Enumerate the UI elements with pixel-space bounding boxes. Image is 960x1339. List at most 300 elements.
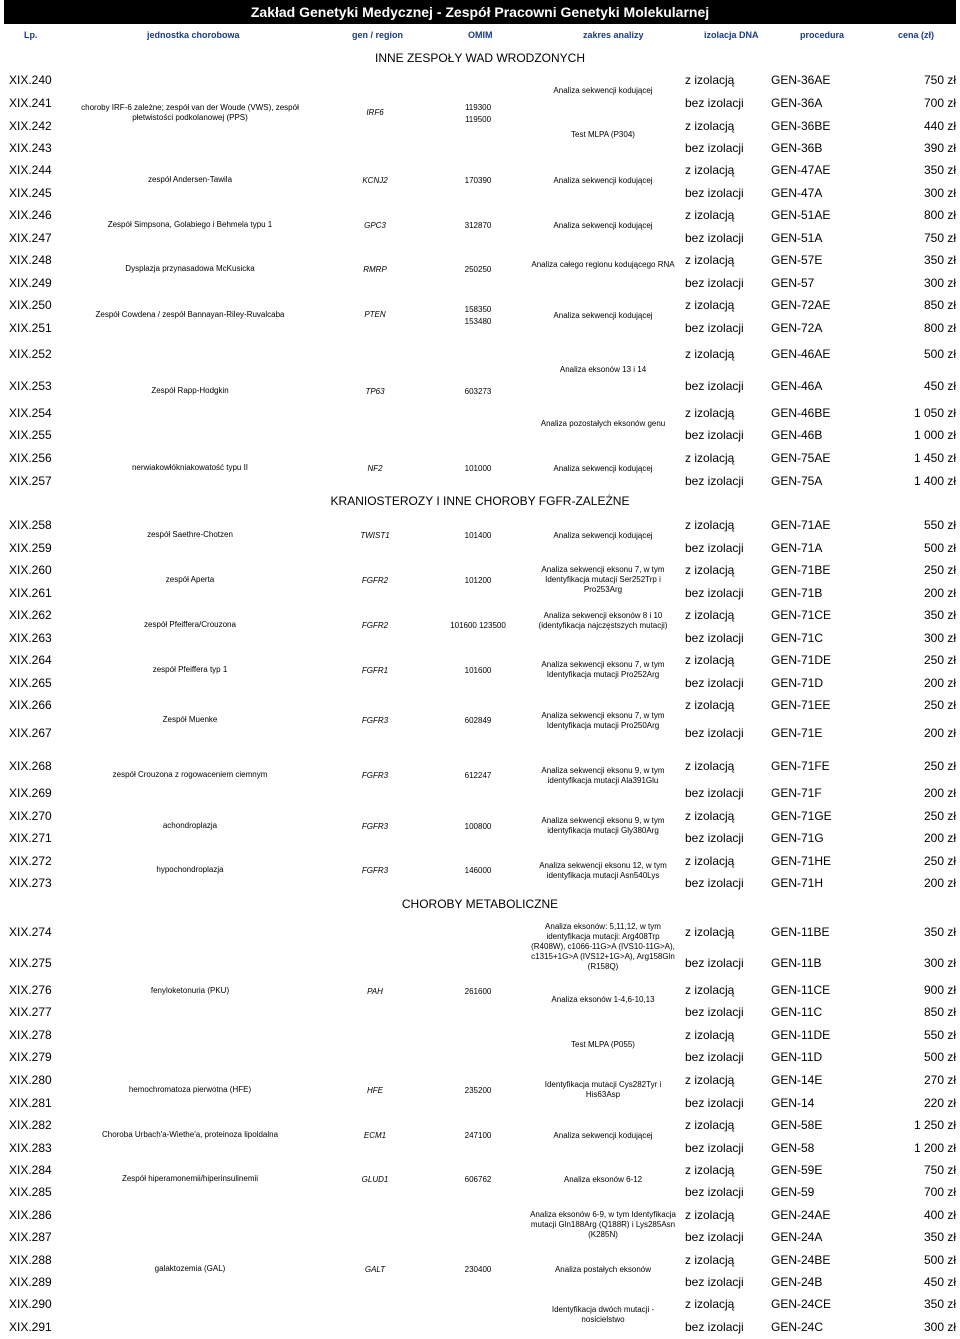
price: 200 zł bbox=[923, 676, 956, 690]
row-number: XIX.241 bbox=[9, 96, 52, 110]
gene-name: RMRP bbox=[363, 265, 387, 274]
omim-number: 119500 bbox=[464, 115, 492, 124]
row-number: XIX.264 bbox=[9, 653, 52, 667]
row-number: XIX.283 bbox=[9, 1141, 52, 1155]
header-omim: OMIM bbox=[468, 30, 493, 40]
analysis-scope: Test MLPA (P304) bbox=[571, 130, 635, 139]
price: 1 450 zł bbox=[913, 451, 956, 465]
gene-name: FGFR3 bbox=[361, 866, 389, 875]
dna-isolation: z izolacją bbox=[685, 451, 735, 465]
price: 300 zł bbox=[923, 1320, 956, 1334]
price: 300 zł bbox=[923, 631, 956, 645]
dna-isolation: z izolacją bbox=[685, 608, 735, 622]
analysis-scope: Identyfikacja mutacji Cys282Tyr i His63Asp bbox=[544, 1080, 662, 1099]
procedure-code: GEN-71C bbox=[771, 631, 824, 645]
row-number: XIX.260 bbox=[9, 563, 52, 577]
header-procedure: procedura bbox=[800, 30, 845, 40]
dna-isolation: z izolacją bbox=[685, 809, 735, 823]
row-number: XIX.247 bbox=[9, 231, 52, 245]
disease-name: choroby IRF-6 zależne; zespół van der Woude (VWS), zespół płetwistości podkolanowej (PPS) bbox=[81, 103, 299, 122]
analysis-scope: Analiza pozostałych eksonów genu bbox=[540, 419, 666, 428]
dna-isolation: bez izolacji bbox=[685, 726, 744, 740]
dna-isolation: bez izolacji bbox=[685, 1050, 744, 1064]
price: 300 zł bbox=[923, 186, 956, 200]
omim-number: 250250 bbox=[464, 265, 492, 274]
dna-isolation: z izolacją bbox=[685, 119, 735, 133]
price: 450 zł bbox=[923, 379, 956, 393]
dna-isolation: z izolacją bbox=[685, 759, 735, 773]
row-number: XIX.289 bbox=[9, 1275, 52, 1289]
row-number: XIX.278 bbox=[9, 1028, 52, 1042]
procedure-code: GEN-71E bbox=[771, 726, 823, 740]
dna-isolation: z izolacją bbox=[685, 1163, 735, 1177]
disease-name: Zespół Muenke bbox=[162, 715, 218, 724]
header-price: cena (zł) bbox=[898, 30, 935, 40]
price: 500 zł bbox=[923, 541, 956, 555]
procedure-code: GEN-71F bbox=[771, 786, 822, 800]
header-unit: jednostka chorobowa bbox=[147, 30, 240, 40]
header-lp: Lp. bbox=[24, 30, 38, 40]
procedure-code: GEN-46B bbox=[771, 428, 823, 442]
dna-isolation: z izolacją bbox=[685, 298, 735, 312]
disease-name: galaktozemia (GAL) bbox=[154, 1264, 226, 1273]
gene-name: GLUD1 bbox=[361, 1175, 389, 1184]
price: 900 zł bbox=[923, 983, 956, 997]
analysis-scope: Analiza eksonów 13 i 14 bbox=[559, 365, 647, 374]
analysis-scope: Analiza całego regionu kodującego RNA bbox=[531, 260, 675, 269]
omim-number: 612247 bbox=[464, 771, 492, 780]
procedure-code: GEN-46A bbox=[771, 379, 823, 393]
row-number: XIX.261 bbox=[9, 586, 52, 600]
row-number: XIX.246 bbox=[9, 208, 52, 222]
dna-isolation: bez izolacji bbox=[685, 379, 744, 393]
dna-isolation: z izolacją bbox=[685, 1028, 735, 1042]
procedure-code: GEN-71B bbox=[771, 586, 823, 600]
row-number: XIX.254 bbox=[9, 406, 52, 420]
dna-isolation: bez izolacji bbox=[685, 276, 744, 290]
dna-isolation: bez izolacji bbox=[685, 1005, 744, 1019]
dna-isolation: z izolacją bbox=[685, 563, 735, 577]
omim-number: 170390 bbox=[464, 176, 492, 185]
row-number: XIX.258 bbox=[9, 518, 52, 532]
procedure-code: GEN-71A bbox=[771, 541, 823, 555]
analysis-scope: Analiza sekwencji kodującej bbox=[553, 531, 653, 540]
row-number: XIX.285 bbox=[9, 1185, 52, 1199]
dna-isolation: z izolacją bbox=[685, 1208, 735, 1222]
procedure-code: GEN-46BE bbox=[771, 406, 831, 420]
omim-number: 158350 bbox=[464, 305, 492, 314]
analysis-scope: Analiza eksonów 1-4,6-10,13 bbox=[551, 995, 655, 1004]
row-number: XIX.275 bbox=[9, 956, 52, 970]
price: 270 zł bbox=[923, 1073, 956, 1087]
row-number: XIX.249 bbox=[9, 276, 52, 290]
row-number: XIX.276 bbox=[9, 983, 52, 997]
omim-number: 146000 bbox=[464, 866, 492, 875]
disease-name: zespół Pfeiffera typ 1 bbox=[152, 665, 228, 674]
disease-name: nerwiakowłókniakowatość typu II bbox=[131, 463, 249, 472]
procedure-code: GEN-11C bbox=[771, 1005, 823, 1019]
header-scope: zakres analizy bbox=[583, 30, 644, 40]
dna-isolation: z izolacją bbox=[685, 698, 735, 712]
dna-isolation: z izolacją bbox=[685, 983, 735, 997]
price: 750 zł bbox=[923, 231, 956, 245]
omim-number: 603273 bbox=[464, 387, 492, 396]
price: 350 zł bbox=[923, 1297, 956, 1311]
price: 1 400 zł bbox=[913, 474, 956, 488]
analysis-scope: Analiza sekwencji kodującej bbox=[553, 176, 653, 185]
row-number: XIX.274 bbox=[9, 925, 52, 939]
dna-isolation: bez izolacji bbox=[685, 1185, 744, 1199]
row-number: XIX.280 bbox=[9, 1073, 52, 1087]
procedure-code: GEN-36BE bbox=[771, 119, 831, 133]
disease-name: zespół Crouzona z rogowaceniem ciemnym bbox=[112, 770, 268, 779]
procedure-code: GEN-72A bbox=[771, 321, 823, 335]
price: 200 zł bbox=[923, 786, 956, 800]
omim-number: 261600 bbox=[464, 987, 492, 996]
price: 750 zł bbox=[923, 1163, 956, 1177]
gene-name: NF2 bbox=[367, 464, 383, 473]
disease-name: Choroba Urbach'a-Wiethe'a, proteinoza lipoldalna bbox=[101, 1130, 279, 1139]
procedure-code: GEN-71AE bbox=[771, 518, 831, 532]
price: 400 zł bbox=[923, 1208, 956, 1222]
procedure-code: GEN-11B bbox=[771, 956, 822, 970]
omim-number: 101000 bbox=[464, 464, 492, 473]
omim-number: 119300 bbox=[464, 103, 492, 112]
dna-isolation: z izolacją bbox=[685, 653, 735, 667]
row-number: XIX.255 bbox=[9, 428, 52, 442]
omim-number: 235200 bbox=[464, 1086, 492, 1095]
dna-isolation: z izolacją bbox=[685, 1253, 735, 1267]
gene-name: FGFR2 bbox=[361, 576, 389, 585]
procedure-code: GEN-24B bbox=[771, 1275, 823, 1289]
dna-isolation: bez izolacji bbox=[685, 321, 744, 335]
dna-isolation: z izolacją bbox=[685, 518, 735, 532]
gene-name: PAH bbox=[367, 987, 383, 996]
row-number: XIX.286 bbox=[9, 1208, 52, 1222]
omim-number: 101600 123500 bbox=[450, 621, 506, 630]
omim-number: 153480 bbox=[464, 317, 492, 326]
dna-isolation: bez izolacji bbox=[685, 831, 744, 845]
price: 250 zł bbox=[923, 698, 956, 712]
dna-isolation: bez izolacji bbox=[685, 1096, 744, 1110]
dna-isolation: bez izolacji bbox=[685, 96, 744, 110]
row-number: XIX.284 bbox=[9, 1163, 52, 1177]
row-number: XIX.269 bbox=[9, 786, 52, 800]
price: 250 zł bbox=[923, 563, 956, 577]
procedure-code: GEN-71CE bbox=[771, 608, 832, 622]
price: 700 zł bbox=[923, 1185, 956, 1199]
row-number: XIX.252 bbox=[9, 347, 52, 361]
procedure-code: GEN-71FE bbox=[771, 759, 830, 773]
dna-isolation: bez izolacji bbox=[685, 1230, 744, 1244]
row-number: XIX.263 bbox=[9, 631, 52, 645]
price: 250 zł bbox=[923, 854, 956, 868]
row-number: XIX.267 bbox=[9, 726, 52, 740]
price: 390 zł bbox=[923, 141, 956, 155]
analysis-scope: Analiza sekwencji eksonu 9, w tym identyfikacja mutacji Gly380Arg bbox=[541, 816, 665, 835]
dna-isolation: bez izolacji bbox=[685, 786, 744, 800]
gene-name: PTEN bbox=[364, 310, 386, 319]
dna-isolation: bez izolacji bbox=[685, 676, 744, 690]
table-header bbox=[4, 24, 956, 46]
analysis-scope: Test MLPA (P055) bbox=[571, 1040, 635, 1049]
disease-name: hemochromatoza pierwotna (HFE) bbox=[128, 1085, 252, 1094]
price: 200 zł bbox=[923, 586, 956, 600]
analysis-scope: Analiza sekwencji eksonu 7, w tym Identyfikacja mutacji Pro252Arg bbox=[541, 660, 665, 679]
row-number: XIX.281 bbox=[9, 1096, 52, 1110]
price: 850 zł bbox=[923, 298, 956, 312]
dna-isolation: bez izolacji bbox=[685, 1275, 744, 1289]
analysis-scope: Analiza eksonów: 5,11,12, w tym identyfikacja mutacji: Arg408Trp (R408W), c1066-11G>A (IVS10-11G>A), c1315+1G>A (IVS12+1G>A), Arg158Gln (R158Q) bbox=[531, 922, 675, 971]
disease-name: achondroplazja bbox=[162, 821, 218, 830]
dna-isolation: bez izolacji bbox=[685, 231, 744, 245]
price: 1 250 zł bbox=[913, 1118, 956, 1132]
row-number: XIX.282 bbox=[9, 1118, 52, 1132]
procedure-code: GEN-51AE bbox=[771, 208, 831, 222]
procedure-code: GEN-36A bbox=[771, 96, 823, 110]
procedure-code: GEN-11CE bbox=[771, 983, 831, 997]
disease-name: zespół Saethre-Chotzen bbox=[147, 530, 233, 539]
row-number: XIX.290 bbox=[9, 1297, 52, 1311]
dna-isolation: z izolacją bbox=[685, 1073, 735, 1087]
price: 350 zł bbox=[923, 925, 956, 939]
row-number: XIX.273 bbox=[9, 876, 52, 890]
procedure-code: GEN-71EE bbox=[771, 698, 831, 712]
omim-number: 247100 bbox=[464, 1131, 492, 1140]
procedure-code: GEN-36AE bbox=[771, 73, 831, 87]
price: 300 zł bbox=[923, 956, 956, 970]
disease-name: zespół Aperta bbox=[165, 575, 215, 584]
procedure-code: GEN-36B bbox=[771, 141, 823, 155]
procedure-code: GEN-47AE bbox=[771, 163, 831, 177]
price: 1 200 zł bbox=[913, 1141, 956, 1155]
omim-number: 312870 bbox=[464, 221, 492, 230]
procedure-code: GEN-58 bbox=[771, 1141, 815, 1155]
procedure-code: GEN-47A bbox=[771, 186, 823, 200]
dna-isolation: bez izolacji bbox=[685, 631, 744, 645]
price: 350 zł bbox=[923, 1230, 956, 1244]
disease-name: Dysplazja przynasadowa McKusicka bbox=[125, 264, 255, 273]
procedure-code: GEN-71DE bbox=[771, 653, 832, 667]
price: 550 zł bbox=[923, 1028, 956, 1042]
disease-name: Zespół Cowdena / zespół Bannayan-Riley-Ruvalcaba bbox=[95, 310, 285, 319]
omim-number: 606762 bbox=[464, 1175, 492, 1184]
price: 220 zł bbox=[923, 1096, 956, 1110]
price: 440 zł bbox=[923, 119, 956, 133]
dna-isolation: z izolacją bbox=[685, 347, 735, 361]
disease-name: hypochondroplazja bbox=[156, 865, 224, 874]
dna-isolation: z izolacją bbox=[685, 854, 735, 868]
analysis-scope: Analiza sekwencji kodującej bbox=[553, 221, 653, 230]
procedure-code: GEN-59E bbox=[771, 1163, 823, 1177]
row-number: XIX.262 bbox=[9, 608, 52, 622]
price: 300 zł bbox=[923, 276, 956, 290]
dna-isolation: bez izolacji bbox=[685, 586, 744, 600]
gene-name: HFE bbox=[367, 1086, 383, 1095]
row-number: XIX.250 bbox=[9, 298, 52, 312]
price: 350 zł bbox=[923, 163, 956, 177]
gene-name: TP63 bbox=[365, 387, 385, 396]
row-number: XIX.248 bbox=[9, 253, 52, 267]
row-number: XIX.291 bbox=[9, 1320, 52, 1334]
analysis-scope: Analiza sekwencji eksonu 9, w tym identyfikacja mutacji Ala391Glu bbox=[541, 766, 665, 785]
gene-name: KCNJ2 bbox=[362, 176, 388, 185]
price: 1 050 zł bbox=[913, 406, 956, 420]
procedure-code: GEN-71D bbox=[771, 676, 824, 690]
procedure-code: GEN-58E bbox=[771, 1118, 823, 1132]
procedure-code: GEN-51A bbox=[771, 231, 823, 245]
row-number: XIX.288 bbox=[9, 1253, 52, 1267]
price: 250 zł bbox=[923, 653, 956, 667]
procedure-code: GEN-46AE bbox=[771, 347, 831, 361]
row-number: XIX.253 bbox=[9, 379, 52, 393]
procedure-code: GEN-14 bbox=[771, 1096, 815, 1110]
procedure-code: GEN-72AE bbox=[771, 298, 831, 312]
price: 1 000 zł bbox=[913, 428, 956, 442]
procedure-code: GEN-14E bbox=[771, 1073, 823, 1087]
row-number: XIX.259 bbox=[9, 541, 52, 555]
row-number: XIX.240 bbox=[9, 73, 52, 87]
analysis-scope: Analiza sekwencji eksonów 8 i 10 (identyfikacja najczęstszych mutacji) bbox=[538, 611, 668, 630]
analysis-scope: Analiza eksonów 6-12 bbox=[563, 1175, 643, 1184]
price: 200 zł bbox=[923, 831, 956, 845]
omim-number: 230400 bbox=[464, 1265, 492, 1274]
gene-name: GALT bbox=[364, 1265, 386, 1274]
row-number: XIX.277 bbox=[9, 1005, 52, 1019]
dna-isolation: z izolacją bbox=[685, 253, 735, 267]
analysis-scope: Analiza eksonów 6-9, w tym Identyfikacja mutacji Gln188Arg (Q188R) i Lys285Asn (K285N) bbox=[530, 1210, 676, 1239]
dna-isolation: z izolacją bbox=[685, 1118, 735, 1132]
procedure-code: GEN-71BE bbox=[771, 563, 831, 577]
procedure-code: GEN-71HE bbox=[771, 854, 832, 868]
dna-isolation: z izolacją bbox=[685, 406, 735, 420]
price: 350 zł bbox=[923, 253, 956, 267]
price: 450 zł bbox=[923, 1275, 956, 1289]
row-number: XIX.287 bbox=[9, 1230, 52, 1244]
procedure-code: GEN-57 bbox=[771, 276, 815, 290]
disease-name: Zespół Simpsona, Golabiego i Behmela typu 1 bbox=[107, 220, 273, 229]
procedure-code: GEN-11D bbox=[771, 1050, 823, 1064]
price: 550 zł bbox=[923, 518, 956, 532]
price: 250 zł bbox=[923, 759, 956, 773]
section-heading: CHOROBY METABOLICZNE bbox=[401, 897, 559, 911]
analysis-scope: Analiza postałych eksonów bbox=[554, 1265, 652, 1274]
procedure-code: GEN-71H bbox=[771, 876, 824, 890]
disease-name: Zespół hiperamonemii/hiperinsulinemii bbox=[121, 1174, 259, 1183]
dna-isolation: bez izolacji bbox=[685, 1141, 744, 1155]
price: 500 zł bbox=[923, 347, 956, 361]
dna-isolation: bez izolacji bbox=[685, 1320, 744, 1334]
dna-isolation: z izolacją bbox=[685, 1297, 735, 1311]
gene-name: GPC3 bbox=[364, 221, 386, 230]
price: 500 zł bbox=[923, 1050, 956, 1064]
row-number: XIX.257 bbox=[9, 474, 52, 488]
price: 200 zł bbox=[923, 726, 956, 740]
gene-name: ECM1 bbox=[363, 1131, 387, 1140]
header-gene: gen / region bbox=[352, 30, 404, 40]
price: 350 zł bbox=[923, 608, 956, 622]
omim-number: 602849 bbox=[464, 716, 492, 725]
price: 800 zł bbox=[923, 208, 956, 222]
gene-name: IRF6 bbox=[366, 108, 384, 117]
procedure-code: GEN-24BE bbox=[771, 1253, 831, 1267]
row-number: XIX.245 bbox=[9, 186, 52, 200]
procedure-code: GEN-75AE bbox=[771, 451, 831, 465]
row-number: XIX.256 bbox=[9, 451, 52, 465]
gene-name: FGFR3 bbox=[361, 716, 389, 725]
procedure-code: GEN-59 bbox=[771, 1185, 815, 1199]
section-heading: KRANIOSTEROZY I INNE CHOROBY FGFR-ZALEŻNE bbox=[330, 494, 630, 508]
row-number: XIX.279 bbox=[9, 1050, 52, 1064]
dna-isolation: bez izolacji bbox=[685, 876, 744, 890]
disease-name: fenyloketonuria (PKU) bbox=[150, 986, 230, 995]
analysis-scope: Analiza sekwencji kodującej bbox=[553, 1131, 653, 1140]
row-number: XIX.243 bbox=[9, 141, 52, 155]
gene-name: FGFR1 bbox=[361, 666, 389, 675]
page-title: Zakład Genetyki Medycznej - Zespół Pracowni Genetyki Molekularnej bbox=[4, 0, 956, 24]
row-number: XIX.268 bbox=[9, 759, 52, 773]
price: 750 zł bbox=[923, 73, 956, 87]
dna-isolation: bez izolacji bbox=[685, 541, 744, 555]
gene-name: FGFR3 bbox=[361, 822, 389, 831]
row-number: XIX.272 bbox=[9, 854, 52, 868]
section-heading: INNE ZESPOŁY WAD WRODZONYCH bbox=[374, 51, 586, 65]
gene-name: FGFR2 bbox=[361, 621, 389, 630]
analysis-scope: Analiza sekwencji kodującej bbox=[553, 86, 653, 95]
dna-isolation: z izolacją bbox=[685, 163, 735, 177]
gene-name: TWIST1 bbox=[360, 531, 390, 540]
procedure-code: GEN-75A bbox=[771, 474, 823, 488]
header-dna: izolacja DNA bbox=[704, 30, 759, 40]
dna-isolation: z izolacją bbox=[685, 73, 735, 87]
omim-number: 100800 bbox=[464, 822, 492, 831]
row-number: XIX.251 bbox=[9, 321, 52, 335]
dna-isolation: bez izolacji bbox=[685, 956, 744, 970]
procedure-code: GEN-71G bbox=[771, 831, 824, 845]
analysis-scope: Analiza sekwencji eksonu 7, w tym Identyfikacja mutacji Ser252Trp i Pro253Arg bbox=[541, 565, 665, 594]
row-number: XIX.242 bbox=[9, 119, 52, 133]
disease-name: zespół Pfeiffera/Crouzona bbox=[144, 620, 236, 629]
procedure-code: GEN-11BE bbox=[771, 925, 830, 939]
procedure-code: GEN-57E bbox=[771, 253, 823, 267]
analysis-scope: Analiza sekwencji kodującej bbox=[553, 464, 653, 473]
procedure-code: GEN-24A bbox=[771, 1230, 823, 1244]
analysis-scope: Analiza sekwencji eksonu 7, w tym Identyfikacja mutacji Pro250Arg bbox=[541, 711, 665, 730]
price: 800 zł bbox=[923, 321, 956, 335]
dna-isolation: bez izolacji bbox=[685, 186, 744, 200]
analysis-scope: Analiza sekwencji kodującej bbox=[553, 311, 653, 320]
omim-number: 101600 bbox=[464, 666, 492, 675]
dna-isolation: bez izolacji bbox=[685, 141, 744, 155]
dna-isolation: bez izolacji bbox=[685, 474, 744, 488]
omim-number: 101400 bbox=[464, 531, 492, 540]
price: 500 zł bbox=[923, 1253, 956, 1267]
disease-name: zespół Andersen-Tawila bbox=[147, 175, 233, 184]
row-number: XIX.270 bbox=[9, 809, 52, 823]
dna-isolation: z izolacją bbox=[685, 925, 735, 939]
price: 700 zł bbox=[923, 96, 956, 110]
dna-isolation: bez izolacji bbox=[685, 428, 744, 442]
disease-name: Zespół Rapp-Hodgkin bbox=[151, 386, 229, 395]
procedure-code: GEN-11DE bbox=[771, 1028, 831, 1042]
procedure-code: GEN-24CE bbox=[771, 1297, 832, 1311]
price: 850 zł bbox=[923, 1005, 956, 1019]
row-number: XIX.265 bbox=[9, 676, 52, 690]
row-number: XIX.266 bbox=[9, 698, 52, 712]
dna-isolation: z izolacją bbox=[685, 208, 735, 222]
row-number: XIX.244 bbox=[9, 163, 52, 177]
price: 250 zł bbox=[923, 809, 956, 823]
